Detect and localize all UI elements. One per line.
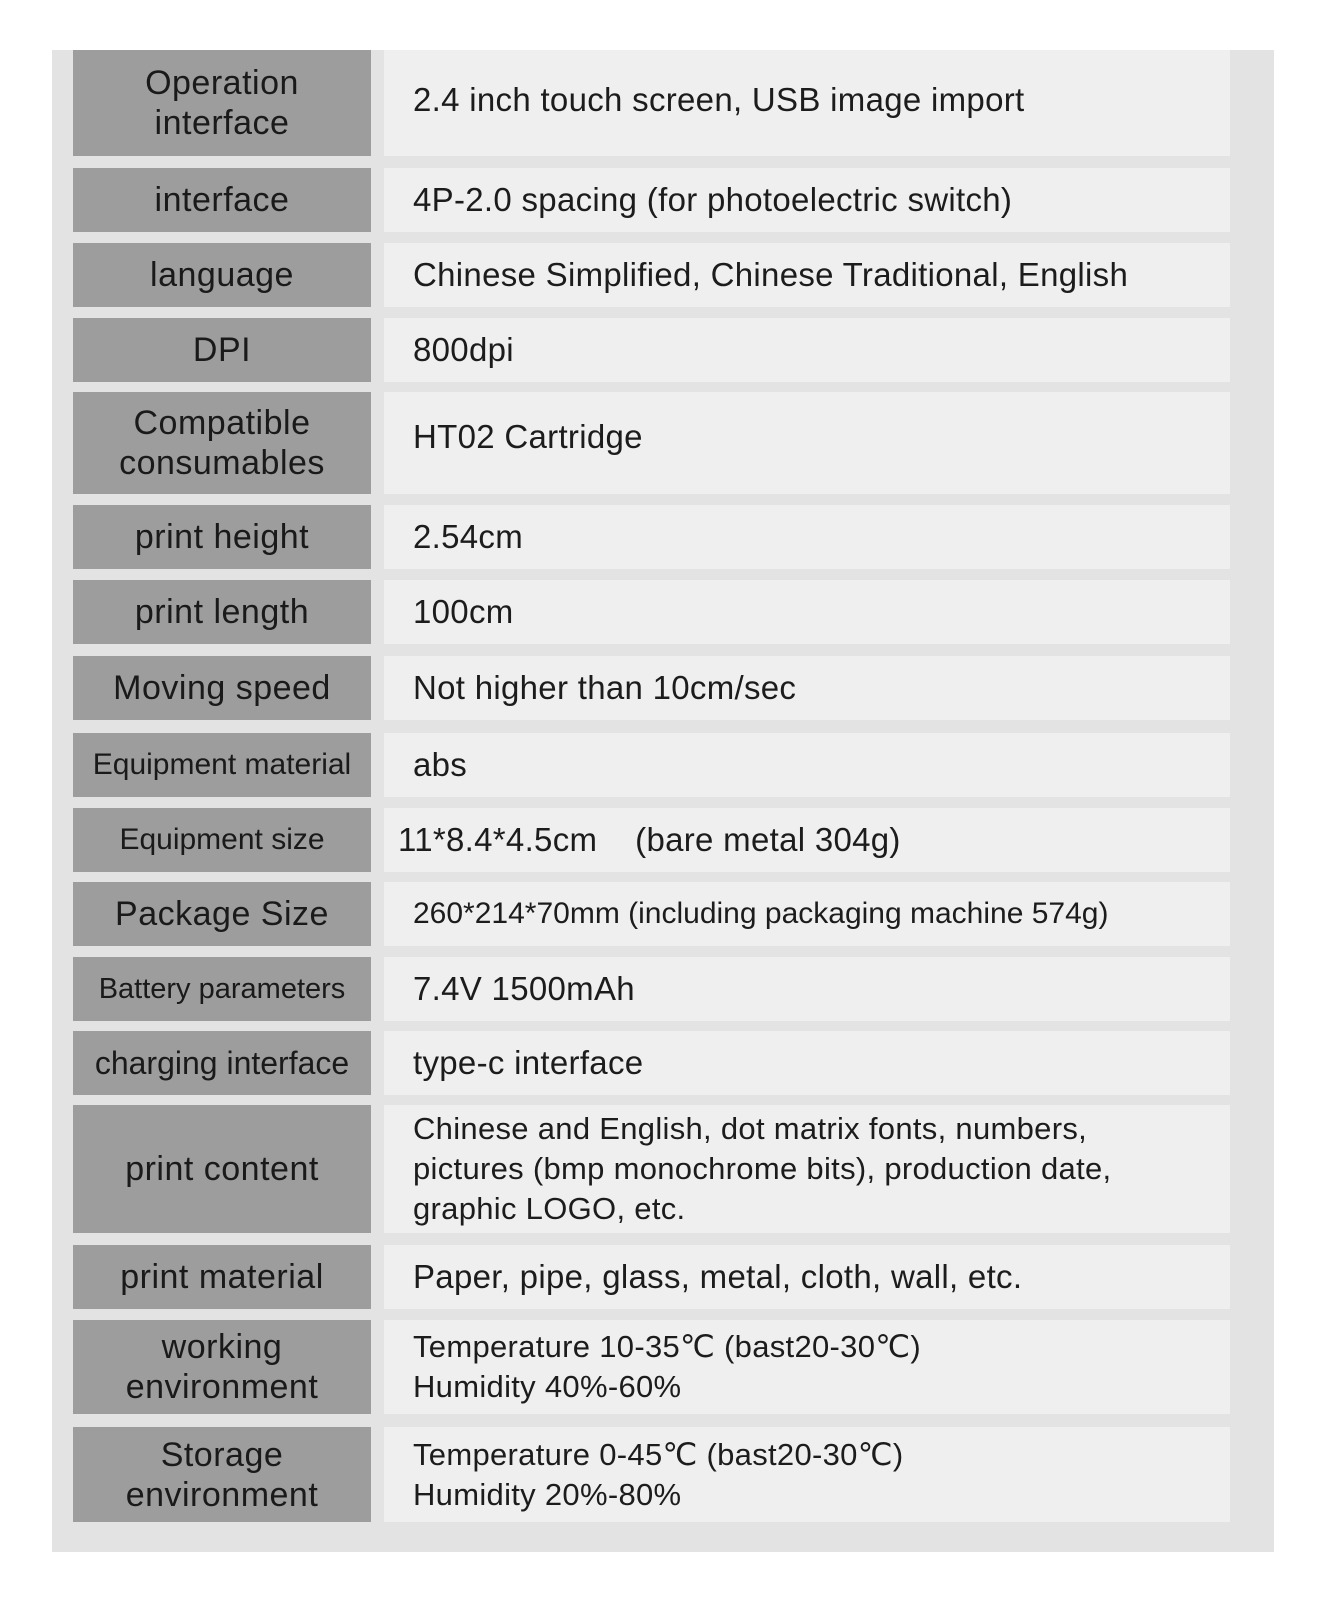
spec-value: 11*8.4*4.5cm (bare metal 304g) (384, 808, 1230, 872)
spec-value: 2.4 inch touch screen, USB image import (384, 50, 1230, 156)
spec-label: Compatible consumables (73, 392, 371, 494)
spec-row-interface (52, 168, 1274, 232)
spec-value: Chinese and English, dot matrix fonts, numbers, pictures (bmp monochrome bits), production date, graphic LOGO, etc. (384, 1105, 1230, 1233)
spec-row-print-length (52, 580, 1274, 644)
spec-label: print height (73, 505, 371, 569)
spec-value: Temperature 0-45℃ (bast20-30℃) Humidity 20%-80% (384, 1427, 1230, 1522)
spec-row-compatible-consumables (52, 392, 1274, 494)
spec-label: Operation interface (73, 50, 371, 156)
spec-label: Equipment material (73, 733, 371, 797)
spec-row-package-size (52, 882, 1274, 946)
spec-row-storage-environment (52, 1427, 1274, 1522)
spec-value: abs (384, 733, 1230, 797)
spec-row-charging-interface (52, 1031, 1274, 1095)
spec-label: language (73, 243, 371, 307)
spec-value: 100cm (384, 580, 1230, 644)
spec-label: Equipment size (73, 808, 371, 872)
spec-label: interface (73, 168, 371, 232)
spec-label: charging interface (73, 1031, 371, 1095)
spec-label: Package Size (73, 882, 371, 946)
spec-row-moving-speed (52, 656, 1274, 720)
spec-value: 260*214*70mm (including packaging machine 574g) (384, 882, 1230, 946)
spec-value: HT02 Cartridge (384, 392, 1230, 494)
spec-value: 7.4V 1500mAh (384, 957, 1230, 1021)
spec-label: print length (73, 580, 371, 644)
spec-row-battery-parameters (52, 957, 1274, 1021)
spec-value: type-c interface (384, 1031, 1230, 1095)
spec-label: print material (73, 1245, 371, 1309)
spec-row-language (52, 243, 1274, 307)
spec-row-dpi (52, 318, 1274, 382)
spec-row-working-environment (52, 1320, 1274, 1414)
spec-row-print-material (52, 1245, 1274, 1309)
spec-row-equipment-material (52, 733, 1274, 797)
spec-value: Chinese Simplified, Chinese Traditional, English (384, 243, 1230, 307)
spec-value: 2.54cm (384, 505, 1230, 569)
spec-row-print-content (52, 1105, 1274, 1233)
spec-value: Paper, pipe, glass, metal, cloth, wall, etc. (384, 1245, 1230, 1309)
spec-value: Temperature 10-35℃ (bast20-30℃) Humidity 40%-60% (384, 1320, 1230, 1414)
spec-label: Moving speed (73, 656, 371, 720)
spec-row-equipment-size (52, 808, 1274, 872)
spec-label: Storage environment (73, 1427, 371, 1522)
spec-table (52, 50, 1274, 1552)
spec-value: 4P-2.0 spacing (for photoelectric switch) (384, 168, 1230, 232)
spec-row-print-height (52, 505, 1274, 569)
spec-label: working environment (73, 1320, 371, 1414)
spec-label: DPI (73, 318, 371, 382)
spec-value: Not higher than 10cm/sec (384, 656, 1230, 720)
spec-label: Battery parameters (73, 957, 371, 1021)
spec-label: print content (73, 1105, 371, 1233)
spec-row-operation-interface (52, 50, 1274, 156)
spec-value: 800dpi (384, 318, 1230, 382)
